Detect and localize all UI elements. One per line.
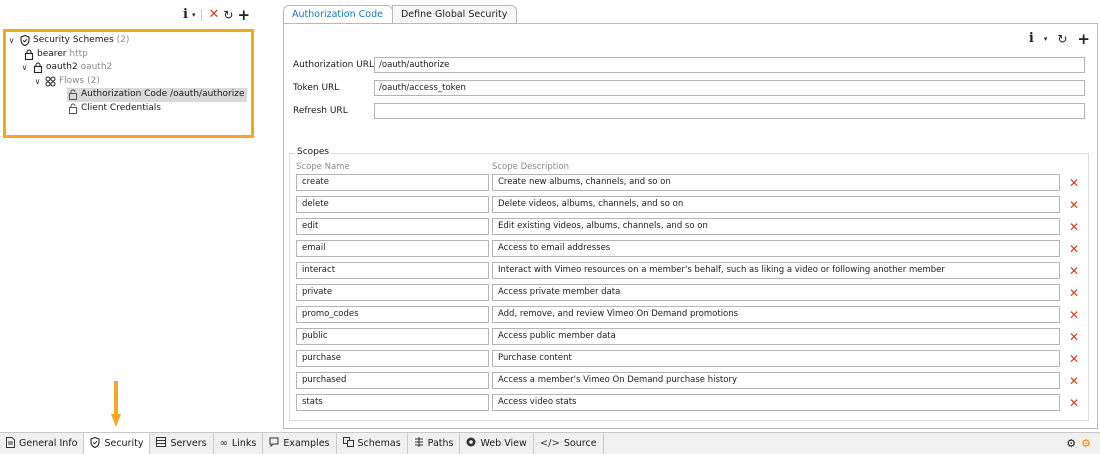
tree-label: Flows (2) — [59, 75, 100, 86]
delete-icon[interactable]: ✕ — [208, 7, 220, 22]
editor-tabs — [283, 5, 516, 24]
tab-paths[interactable] — [408, 433, 461, 454]
tree-label: oauth2 — [46, 62, 78, 72]
scope-description-input[interactable]: Interact with Vimeo resources on a member's behalf, such as liking a video or following another member — [492, 262, 1060, 279]
tab-label: General Info — [19, 438, 78, 449]
tab-links[interactable] — [214, 433, 264, 454]
tree-label: Authorization Code /oauth/authorize — [81, 89, 245, 99]
tab-label: Examples — [283, 438, 330, 449]
delete-scope-icon[interactable]: ✕ — [1069, 395, 1080, 410]
scope-row — [296, 262, 1079, 279]
scope-name-input[interactable]: stats — [296, 394, 489, 411]
chevron-down-icon[interactable]: ▾ — [191, 11, 196, 19]
scope-description-input[interactable]: Access a member's Vimeo On Demand purchase history — [492, 372, 1060, 389]
tree-node-authorization-code[interactable] — [67, 88, 247, 102]
scope-row — [296, 284, 1079, 301]
paths-icon — [414, 437, 424, 450]
annotation-arrow-icon — [111, 381, 121, 427]
scope-row — [296, 218, 1079, 235]
settings-icon[interactable]: ⚙ — [1066, 437, 1077, 450]
scope-description-input[interactable]: Access private member data — [492, 284, 1060, 301]
refresh-url-input[interactable] — [374, 103, 1085, 119]
scopes-group — [289, 147, 1089, 421]
delete-scope-icon[interactable]: ✕ — [1069, 329, 1080, 344]
scope-row — [296, 174, 1079, 191]
scope-name-input[interactable]: public — [296, 328, 489, 345]
tree-node-bearer[interactable] — [7, 48, 247, 62]
editor-panel — [283, 5, 1098, 429]
tab-servers[interactable] — [150, 433, 213, 454]
scope-name-input[interactable]: interact — [296, 262, 489, 279]
tab-security[interactable] — [84, 433, 150, 454]
delete-scope-icon[interactable]: ✕ — [1069, 373, 1080, 388]
scope-name-input[interactable]: purchase — [296, 350, 489, 367]
tab-source[interactable] — [534, 433, 604, 454]
code-icon: </> — [539, 438, 560, 449]
bottom-tab-bar — [0, 432, 1100, 454]
add-icon[interactable]: + — [1077, 30, 1090, 48]
authorization-url-row — [293, 57, 1085, 73]
left-panel — [0, 0, 270, 430]
scope-description-input[interactable]: Purchase content — [492, 350, 1060, 367]
scope-row — [296, 306, 1079, 323]
editor-toolbar — [1028, 30, 1090, 48]
authorization-url-label: Authorization URL — [293, 60, 374, 70]
tree-toolbar — [183, 6, 251, 24]
tree-node-client-credentials[interactable] — [7, 102, 247, 116]
scope-description-input[interactable]: Add, remove, and review Vimeo On Demand promotions — [492, 306, 1060, 323]
scope-description-input[interactable]: Access video stats — [492, 394, 1060, 411]
scope-name-input[interactable]: private — [296, 284, 489, 301]
delete-scope-icon[interactable]: ✕ — [1069, 241, 1080, 256]
tree-type: oauth2 — [80, 62, 113, 72]
plugin-icon[interactable]: ⚙ — [1081, 437, 1091, 450]
scope-description-input[interactable]: Create new albums, channels, and so on — [492, 174, 1060, 191]
document-icon — [6, 437, 15, 451]
security-tree — [7, 34, 247, 115]
schemas-icon — [343, 437, 354, 450]
add-icon[interactable]: + — [237, 6, 251, 24]
tree-node-flows[interactable] — [7, 75, 247, 89]
tab-label: Schemas — [357, 438, 401, 449]
delete-scope-icon[interactable]: ✕ — [1069, 197, 1080, 212]
delete-scope-icon[interactable]: ✕ — [1069, 307, 1080, 322]
delete-scope-icon[interactable]: ✕ — [1069, 219, 1080, 234]
tree-count: (2) — [116, 35, 130, 45]
toolbar-divider — [201, 9, 202, 21]
tab-label: Security — [104, 438, 144, 449]
delete-scope-icon[interactable]: ✕ — [1069, 263, 1080, 278]
editor-content — [283, 23, 1098, 429]
refresh-icon[interactable]: ↻ — [223, 8, 234, 22]
unlock-icon — [67, 103, 78, 114]
tab-examples[interactable] — [263, 433, 336, 454]
tree-label: Client Credentials — [81, 102, 161, 113]
chevron-down-icon[interactable]: ▾ — [1043, 35, 1048, 43]
token-url-label: Token URL — [293, 83, 340, 93]
scope-description-header: Scope Description — [492, 162, 570, 172]
tab-schemas[interactable] — [337, 433, 408, 454]
shield-icon — [19, 35, 30, 46]
tree-label: bearer — [37, 48, 67, 59]
tab-label: Links — [231, 438, 257, 449]
info-icon[interactable]: i — [183, 7, 188, 22]
chevron-down-icon[interactable]: ∨ — [21, 63, 28, 72]
scope-row — [296, 196, 1079, 213]
examples-icon — [269, 437, 279, 450]
tab-label: Source — [563, 438, 597, 449]
authorization-url-input[interactable]: /oauth/authorize — [374, 57, 1085, 73]
scope-row — [296, 394, 1079, 411]
status-icons — [1066, 437, 1091, 450]
tab-label: Web View — [480, 438, 527, 449]
flows-icon — [45, 76, 56, 87]
scope-row — [296, 350, 1079, 367]
unlock-icon — [67, 89, 78, 100]
scopes-legend: Scopes — [297, 147, 330, 157]
scope-name-input[interactable]: delete — [296, 196, 489, 213]
tab-label: Servers — [170, 438, 207, 449]
scope-description-input[interactable]: Edit existing videos, albums, channels, and so on — [492, 218, 1060, 235]
delete-scope-icon[interactable]: ✕ — [1069, 175, 1080, 190]
scope-name-header: Scope Name — [296, 162, 350, 172]
info-icon[interactable]: i — [1028, 31, 1034, 46]
scope-description-input[interactable]: Delete videos, albums, channels, and so on — [492, 196, 1060, 213]
scope-description-input[interactable]: Access public member data — [492, 328, 1060, 345]
delete-scope-icon[interactable]: ✕ — [1069, 285, 1080, 300]
tree-label: Security Schemes — [33, 35, 114, 45]
token-url-input[interactable]: /oauth/access_token — [374, 80, 1085, 96]
refresh-url-row — [293, 103, 1085, 119]
refresh-icon[interactable]: ↻ — [1057, 32, 1068, 46]
tab-general-info[interactable] — [0, 433, 84, 454]
delete-scope-icon[interactable]: ✕ — [1069, 351, 1080, 366]
tab-authorization-code[interactable]: Authorization Code — [283, 5, 393, 24]
tree-node-oauth2[interactable] — [7, 61, 247, 75]
lock-icon — [23, 49, 34, 60]
scope-name-input[interactable]: edit — [296, 218, 489, 235]
scope-name-input[interactable]: promo_codes — [296, 306, 489, 323]
chevron-down-icon[interactable]: ∨ — [34, 76, 41, 86]
lock-icon — [32, 62, 43, 73]
scope-row — [296, 240, 1079, 257]
scope-name-input[interactable]: create — [296, 174, 489, 191]
scope-name-input[interactable]: email — [296, 240, 489, 257]
scope-description-input[interactable]: Access to email addresses — [492, 240, 1060, 257]
tab-web-view[interactable] — [460, 433, 533, 454]
refresh-url-label: Refresh URL — [293, 106, 348, 116]
shield-icon — [90, 437, 100, 451]
tab-label: Paths — [427, 438, 454, 449]
tree-type: http — [69, 48, 88, 59]
scope-row — [296, 328, 1079, 345]
token-url-row — [293, 80, 1085, 96]
server-icon — [156, 437, 166, 450]
link-icon: ∞ — [219, 438, 228, 449]
tree-node-security-schemes[interactable] — [7, 34, 247, 48]
web-icon — [466, 437, 476, 450]
tab-define-global-security[interactable]: Define Global Security — [392, 5, 517, 24]
scope-name-input[interactable]: purchased — [296, 372, 489, 389]
scope-row — [296, 372, 1079, 389]
chevron-down-icon[interactable]: ∨ — [8, 36, 15, 45]
